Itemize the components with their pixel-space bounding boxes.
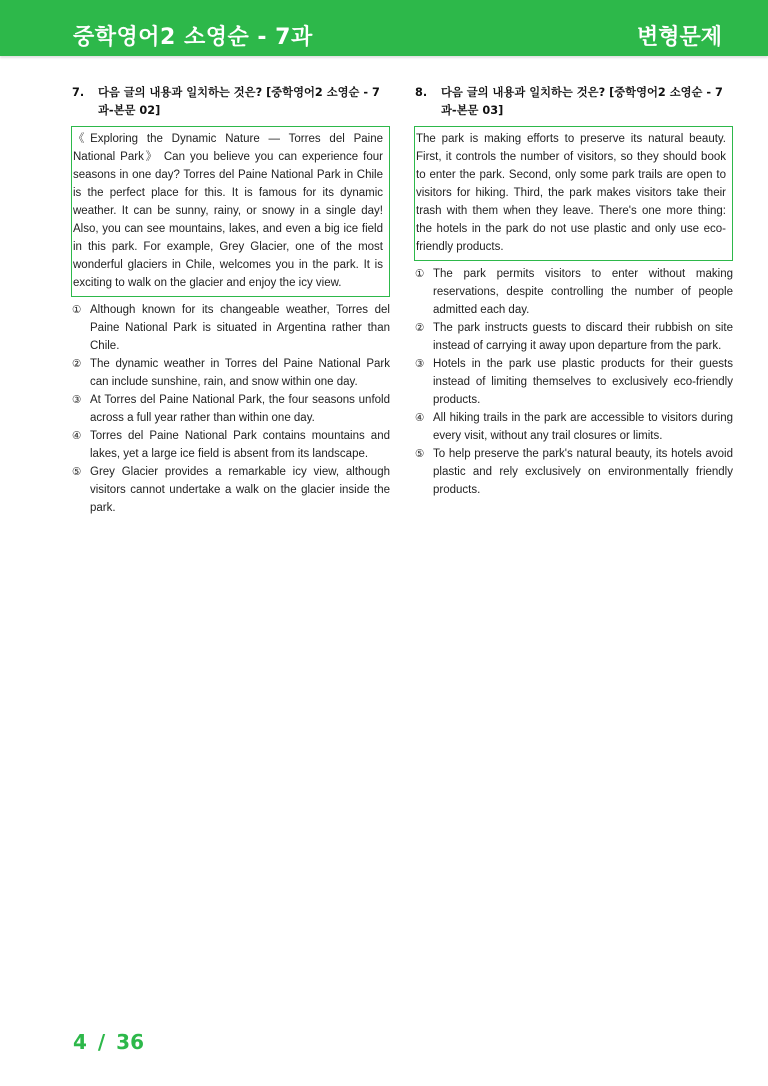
option-4[interactable] xyxy=(72,427,390,463)
option-marker: ② xyxy=(72,358,82,370)
question-number: 8. xyxy=(415,86,428,99)
option-marker: ⑤ xyxy=(415,448,425,460)
option-3[interactable] xyxy=(72,391,390,427)
option-marker: ② xyxy=(415,322,425,334)
option-5[interactable] xyxy=(415,445,733,499)
option-5[interactable] xyxy=(72,463,390,517)
answer-options xyxy=(415,265,733,499)
option-2[interactable] xyxy=(72,355,390,391)
passage-box: The park is making efforts to preserve its natural beauty. First, it controls the number of visitors, so they should book to enter the park. Second, only some park trails are open to visitors for hiking. Third, the park makes visitors take their trash with them when they leave. There's one more thing: the hotels in the park do not use plastic and only use eco-friendly products. xyxy=(414,126,733,261)
option-2[interactable] xyxy=(415,319,733,355)
option-text: Torres del Paine National Park contains mountains and lakes, yet a large ice field is absent from its landscape. xyxy=(90,430,390,460)
option-1[interactable] xyxy=(72,301,390,355)
option-text: Hotels in the park use plastic products for their guests instead of limiting themselves to exclusively eco-friendly products. xyxy=(433,358,733,406)
header-bar xyxy=(0,0,768,56)
question-prompt: 다음 글의 내용과 일치하는 것은? [중학영어2 소영순 - 7과-본문 02] xyxy=(98,86,380,117)
option-4[interactable] xyxy=(415,409,733,445)
option-text: Grey Glacier provides a remarkable icy view, although visitors cannot undertake a walk on the glacier inside the park. xyxy=(90,466,390,514)
option-3[interactable] xyxy=(415,355,733,409)
option-1[interactable] xyxy=(415,265,733,319)
option-text: All hiking trails in the park are accessible to visitors during every visit, without any trail closures or limits. xyxy=(433,412,733,442)
option-text: The dynamic weather in Torres del Paine National Park can include sunshine, rain, and snow within one day. xyxy=(90,358,390,388)
section-label: 변형문제 xyxy=(636,25,722,50)
option-marker: ⑤ xyxy=(72,466,82,478)
option-marker: ① xyxy=(415,268,425,280)
answer-options xyxy=(72,301,390,517)
option-text: To help preserve the park's natural beauty, its hotels avoid plastic and rely exclusively on environmentally friendly products. xyxy=(433,448,733,496)
option-text: The park instructs guests to discard their rubbish on site instead of carrying it away upon departure from the park. xyxy=(433,322,733,352)
option-marker: ③ xyxy=(72,394,82,406)
question-heading xyxy=(415,84,733,120)
option-text: The park permits visitors to enter without making reservations, despite controlling the number of people admitted each day. xyxy=(433,268,733,316)
passage-box: 《Exploring the Dynamic Nature — Torres del Paine National Park》 Can you believe you can experience four seasons in one day? Torres del Paine National Park in Chile is the perfect place for this. It is famous for its dynamic weather. It can be sunny, rainy, or snowy in a single day! Also, you can see mountains, lakes, and even a big ice field in this park. For example, Grey Glacier, one of the most wonderful glaciers in Chile, welcomes you in the park. It is exciting to walk on the glacier and enjoy the icy view. xyxy=(71,126,390,297)
option-marker: ④ xyxy=(415,412,425,424)
question-7 xyxy=(72,84,390,517)
question-prompt: 다음 글의 내용과 일치하는 것은? [중학영어2 소영순 - 7과-본문 03] xyxy=(441,86,723,117)
option-text: At Torres del Paine National Park, the four seasons unfold across a full year rather than within one day. xyxy=(90,394,390,424)
page-title: 중학영어2 소영순 - 7과 xyxy=(73,25,313,50)
question-8 xyxy=(415,84,733,499)
page-number: 4 / 36 xyxy=(73,1030,144,1054)
option-text: Although known for its changeable weather, Torres del Paine National Park is situated in Argentina rather than Chile. xyxy=(90,304,390,352)
question-number: 7. xyxy=(72,86,85,99)
option-marker: ① xyxy=(72,304,82,316)
question-heading xyxy=(72,84,390,120)
option-marker: ③ xyxy=(415,358,425,370)
option-marker: ④ xyxy=(72,430,82,442)
